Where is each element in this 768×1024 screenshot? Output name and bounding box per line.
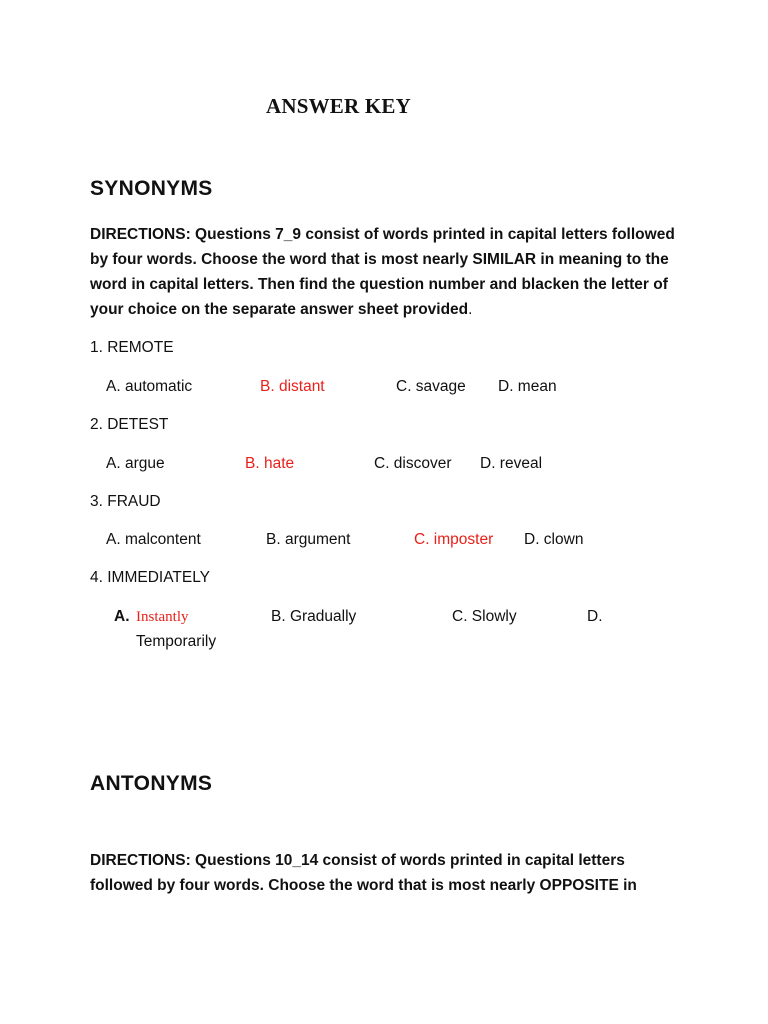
question-2-option-b-correct: B. hate (245, 455, 295, 472)
question-4-option-c: C. Slowly (452, 608, 517, 625)
antonyms-directions: DIRECTIONS: Questions 10_14 consist of words printed in capital letters followed by four words. Choose the word that is most nearly OPPOSITE in (90, 852, 637, 894)
question-3-option-a: A. malcontent (106, 531, 201, 548)
question-4-prompt: 4. IMMEDIATELY (90, 569, 211, 586)
question-2-prompt: 2. DETEST (90, 416, 169, 433)
synonyms-directions-text: DIRECTIONS: Questions 7_9 consist of words printed in capital letters followed by four words. Choose the word that is most nearly SIMILAR in meaning to the word in capital letters. Then find the question number and blacken the letter of your choice on the separate answer sheet provided (90, 226, 675, 318)
question-2-option-d: D. reveal (480, 455, 543, 472)
question-1-option-b-correct: B. distant (260, 378, 325, 395)
question-2-option-a: A. argue (106, 455, 165, 472)
question-1-option-d: D. mean (498, 378, 557, 395)
question-3-prompt: 3. FRAUD (90, 493, 161, 510)
question-1-option-c: C. savage (396, 378, 466, 395)
antonyms-heading: ANTONYMS (90, 772, 213, 795)
question-4-option-a-marker: A. (114, 608, 130, 625)
question-1-option-a: A. automatic (106, 378, 193, 395)
synonyms-heading: SYNONYMS (90, 177, 213, 200)
question-4-option-d-marker: D. (587, 608, 603, 625)
synonyms-directions-period: . (468, 301, 473, 318)
question-1-prompt: 1. REMOTE (90, 339, 174, 356)
page-title: ANSWER KEY (266, 94, 411, 118)
question-3-option-c-correct: C. imposter (414, 531, 494, 548)
question-4-option-a-correct: Instantly (136, 609, 189, 625)
question-2-option-c: C. discover (374, 455, 452, 472)
question-3-option-b: B. argument (266, 531, 351, 548)
question-4-option-d: Temporarily (136, 633, 217, 650)
question-4-option-b: B. Gradually (271, 608, 357, 625)
synonyms-directions (90, 222, 690, 322)
question-3-option-d: D. clown (524, 531, 584, 548)
